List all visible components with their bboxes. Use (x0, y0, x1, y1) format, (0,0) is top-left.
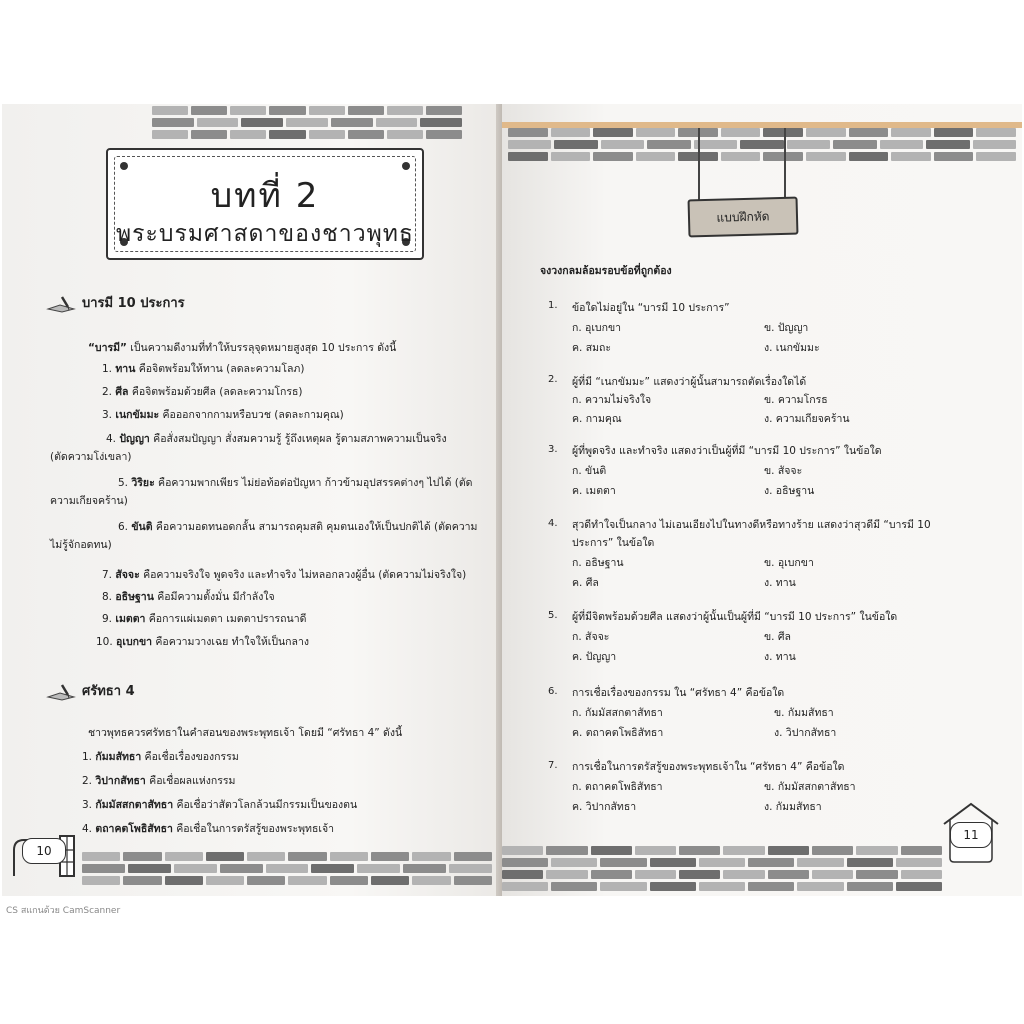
option-d[interactable]: ง. ทาน (764, 651, 796, 663)
question-text: การเชื่อเรื่องของกรรม ใน “ศรัทธา 4” คือข้อใด (572, 687, 785, 699)
question-text: ผู้ที่พูดจริง และทำจริง แสดงว่าเป็นผู้ที่มี “บารมี 10 ประการ” ในข้อใด (572, 445, 882, 457)
question-number: 4. (548, 518, 558, 529)
option-d[interactable]: ง. อธิษฐาน (764, 485, 815, 497)
option-c[interactable]: ค. เมตตา (572, 485, 616, 497)
option-b[interactable]: ข. ความโกรธ (764, 394, 828, 406)
option-a[interactable]: ก. สัจจะ (572, 631, 610, 643)
barami-item: 10. อุเบกขา คือความวางเฉย ทำใจให้เป็นกลาง (96, 636, 309, 648)
page-number: 10 (22, 838, 66, 864)
brick-band-top-left (152, 106, 462, 142)
option-a[interactable]: ก. กัมมัสสกตาสัทธา (572, 707, 663, 719)
option-b[interactable]: ข. กัมมสัทธา (774, 707, 834, 719)
instruction: จงวงกลมล้อมรอบข้อที่ถูกต้อง (540, 265, 672, 277)
sattha-item: 4. ตถาคตโพธิสัทธา คือเชื่อในการตรัสรู้ของพระพุทธเจ้า (82, 823, 335, 835)
open-book-pencil-icon (46, 683, 76, 701)
question-number: 5. (548, 610, 558, 621)
option-b[interactable]: ข. ปัญญา (764, 322, 809, 334)
barami-item: 5. วิริยะ คือความพากเพียร ไม่ย่อท้อต่อปัญหา ก้าวข้ามอุปสรรคต่างๆ ไปได้ (ตัด (118, 477, 473, 489)
open-book (2, 104, 1022, 896)
scanner-watermark: CS สแกนด้วย CamScanner (6, 906, 121, 916)
option-a[interactable]: ก. ความไม่จริงใจ (572, 394, 652, 406)
option-c[interactable]: ค. ศีล (572, 577, 599, 589)
sign-rope (784, 128, 786, 200)
barami-item: 6. ขันติ คือความอดทนอดกลั้น สามารถคุมสติ คุมตนเองให้เป็นปกติได้ (ตัดความ (118, 521, 478, 533)
chapter-title: บทที่ 2 (210, 176, 320, 216)
sattha-item: 1. กัมมสัทธา คือเชื่อเรื่องของกรรม (82, 751, 239, 763)
barami-item: 7. สัจจะ คือความจริงใจ พูดจริง และทำจริง ไม่หลอกลวงผู้อื่น (ตัดความไม่จริงใจ) (102, 569, 467, 581)
barami-item: 3. เนกขัมมะ คือออกจากกามหรือบวช (ลดละกามคุณ) (102, 409, 344, 421)
barami-item-cont: ความเกียจคร้าน) (50, 495, 128, 507)
right-page (502, 104, 1022, 896)
exercise-sign: แบบฝึกหัด (688, 197, 799, 238)
question-text: สุวดีทำใจเป็นกลาง ไม่เอนเอียงไปในทางดีหรือทางร้าย แสดงว่าสุวดีมี “บารมี 10 (572, 519, 931, 531)
option-a[interactable]: ก. อธิษฐาน (572, 557, 624, 569)
question-number: 6. (548, 686, 558, 697)
option-b[interactable]: ข. อุเบกขา (764, 557, 814, 569)
question-text: ข้อใดไม่อยู่ใน “บารมี 10 ประการ” (572, 302, 730, 314)
question-number: 3. (548, 444, 558, 455)
option-d[interactable]: ง. กัมมสัทธา (764, 801, 822, 813)
option-b[interactable]: ข. สัจจะ (764, 465, 803, 477)
section-heading-sattha: ศรัทธา 4 (46, 680, 135, 701)
question-number: 1. (548, 300, 558, 311)
barami-intro: “บารมี” เป็นความดีงามที่ทำให้บรรลุจุดหมายสูงสุด 10 ประการ ดังนี้ (88, 342, 397, 354)
question-text: ผู้ที่มี “เนกขัมมะ” แสดงว่าผู้นั้นสามารถตัดเรื่องใดได้ (572, 376, 807, 388)
question-text: ผู้ที่มีจิตพร้อมด้วยศีล แสดงว่าผู้นั้นเป็นผู้ที่มี “บารมี 10 ประการ” ในข้อใด (572, 611, 898, 623)
barami-item: 1. ทาน คือจิตพร้อมให้ทาน (ลดละความโลภ) (102, 363, 305, 375)
option-c[interactable]: ค. ปัญญา (572, 651, 617, 663)
brick-band-bottom-right (502, 846, 942, 894)
brick-band-bottom-left (82, 852, 492, 888)
brick-band-top-right (508, 128, 1016, 164)
barami-item: 2. ศีล คือจิตพร้อมด้วยศีล (ลดละความโกรธ) (102, 386, 303, 398)
question-text-cont: ประการ” ในข้อใด (572, 537, 655, 549)
option-d[interactable]: ง. ความเกียจคร้าน (764, 413, 850, 425)
option-a[interactable]: ก. อุเบกขา (572, 322, 622, 334)
option-c[interactable]: ค. กามคุณ (572, 413, 622, 425)
barami-item: 9. เมตตา คือการแผ่เมตตา เมตตาปรารถนาดี (102, 613, 307, 625)
option-c[interactable]: ค. วิปากสัทธา (572, 801, 637, 813)
chapter-subtitle: พระบรมศาสดาของชาวพุทธ (116, 221, 414, 247)
option-a[interactable]: ก. ตถาคตโพธิสัทธา (572, 781, 663, 793)
barami-item: 4. ปัญญา คือสั่งสมปัญญา สั่งสมความรู้ รู้ถึงเหตุผล รู้ตามสภาพความเป็นจริง (106, 433, 447, 445)
sattha-intro: ชาวพุทธควรศรัทธาในคำสอนของพระพุทธเจ้า โดยมี “ศรัทธา 4” ดังนี้ (88, 727, 403, 739)
question-number: 7. (548, 760, 558, 771)
question-number: 2. (548, 374, 558, 385)
option-a[interactable]: ก. ขันติ (572, 465, 607, 477)
left-page (2, 104, 500, 896)
page-number: 11 (950, 822, 992, 848)
chapter-title-box (106, 148, 424, 260)
option-b[interactable]: ข. ศีล (764, 631, 791, 643)
option-d[interactable]: ง. วิปากสัทธา (774, 727, 837, 739)
barami-item-cont: (ตัดความโง่เขลา) (50, 451, 132, 463)
option-b[interactable]: ข. กัมมัสสกตาสัทธา (764, 781, 856, 793)
option-d[interactable]: ง. เนกขัมมะ (764, 342, 820, 354)
option-d[interactable]: ง. ทาน (764, 577, 796, 589)
open-book-pencil-icon (46, 295, 76, 313)
barami-item-cont: ไม่รู้จักอดทน) (50, 539, 112, 551)
sattha-item: 3. กัมมัสสกตาสัทธา คือเชื่อว่าสัตวโลกล้วนมีกรรมเป็นของตน (82, 799, 358, 811)
section-heading-barami: บารมี 10 ประการ (46, 292, 185, 313)
sattha-item: 2. วิปากสัทธา คือเชื่อผลแห่งกรรม (82, 775, 236, 787)
option-c[interactable]: ค. สมถะ (572, 342, 612, 354)
sign-rope (698, 128, 700, 200)
option-c[interactable]: ค. ตถาคตโพธิสัทธา (572, 727, 664, 739)
barami-item: 8. อธิษฐาน คือมีความตั้งมั่น มีกำลังใจ (102, 591, 275, 603)
question-text: การเชื่อในการตรัสรู้ของพระพุทธเจ้าใน “ศรัทธา 4” คือข้อใด (572, 761, 845, 773)
